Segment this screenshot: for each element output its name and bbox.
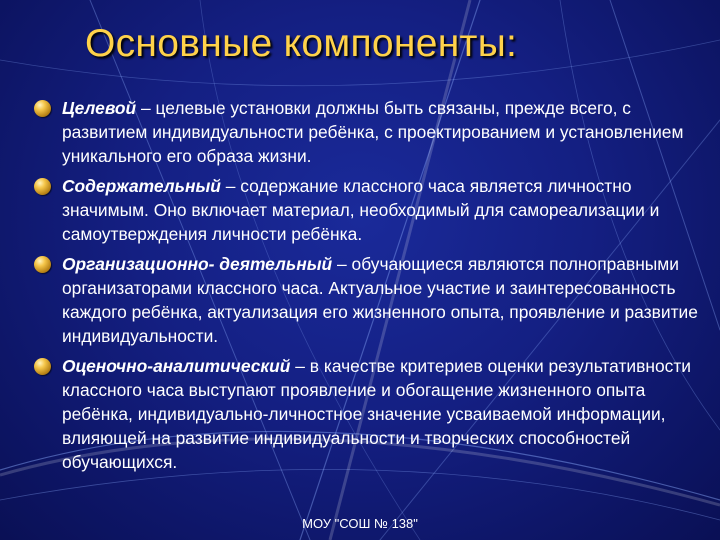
gold-sphere-bullet-icon	[34, 178, 51, 195]
list-item-evaluative	[32, 354, 702, 474]
gold-sphere-bullet-icon	[34, 100, 51, 117]
item-text	[62, 252, 702, 348]
item-text	[62, 96, 702, 168]
list-item-organizational	[32, 252, 702, 348]
list-item-content	[32, 174, 702, 246]
slide-footer: МОУ "СОШ № 138"	[302, 516, 418, 531]
item-term: Содержательный	[62, 176, 221, 196]
item-term: Целевой	[62, 98, 137, 118]
item-description: – обучающиеся являются полноправными организаторами классного часа. Актуальное участие и заинтересованность каждого ребёнка, актуализация его жизненного опыта, проявление и развитие индивидуальности.	[62, 254, 698, 346]
component-list	[32, 96, 702, 480]
item-term: Оценочно-аналитический	[62, 356, 291, 376]
slide-title: Основные компоненты:	[85, 22, 518, 65]
gold-sphere-bullet-icon	[34, 256, 51, 273]
item-term: Организационно- деятельный	[62, 254, 333, 274]
gold-sphere-bullet-icon	[34, 358, 51, 375]
item-text	[62, 174, 702, 246]
list-item-target	[32, 96, 702, 168]
item-text	[62, 354, 702, 474]
item-description: – целевые установки должны быть связаны, прежде всего, с развитием индивидуальности ребёнка, с проектированием и установлением уникального его образа жизни.	[62, 98, 684, 166]
item-description: – содержание классного часа является личностно значимым. Оно включает материал, необходимый для самореализации и самоутверждения личности ребёнка.	[62, 176, 660, 244]
item-description: – в качестве критериев оценки результативности классного часа выступают проявление и обогащение жизненного опыта ребёнка, индивидуально-личностное значение усваиваемой информации, влияющей на развитие индивидуальности и творческих способностей обучающихся.	[62, 356, 692, 472]
